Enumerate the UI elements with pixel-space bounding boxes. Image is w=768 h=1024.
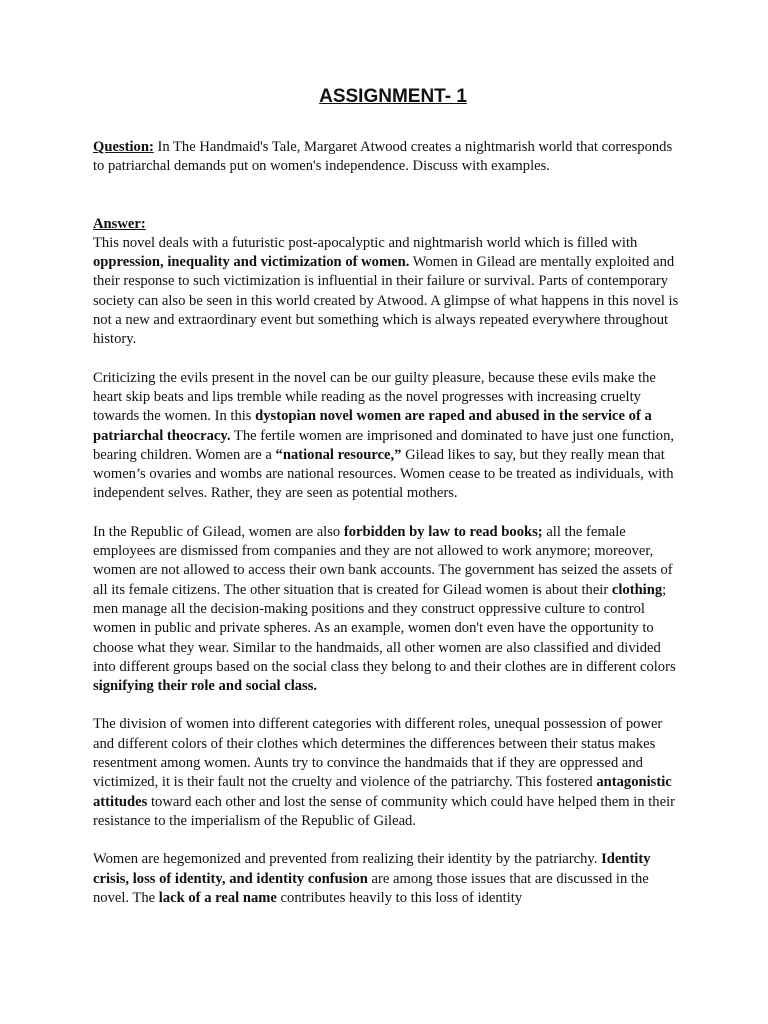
document-title: ASSIGNMENT- 1 bbox=[319, 86, 467, 107]
question-text: In The Handmaid's Tale, Margaret Atwood creates a nightmarish world that corresponds to patriarchal demands put on women's independence. Discuss with examples. bbox=[93, 139, 673, 175]
answer-paragraph bbox=[93, 369, 683, 504]
body-text: The division of women into different categories with different roles, unequal possession of power and different colors of their clothes which determines the differences between their status makes resentment among women. Aunts try to convince the handmaids that if they are oppressed and victimized, it is their fault not the cruelty and violence of the patriarchy. This fostered bbox=[93, 716, 663, 791]
body-text: all the female employees are dismissed from companies and they are not allowed to work anymore; moreover, women are not allowed to access their own bank accounts. The government has seized the assets of all its female citizens. The other situation that is created for Gilead women is about their bbox=[93, 523, 673, 598]
body-text: contributes heavily to this loss of identity bbox=[276, 889, 523, 906]
emphasized-text: lack of a real name bbox=[158, 889, 277, 906]
answer-paragraph bbox=[93, 234, 683, 350]
question-paragraph bbox=[93, 138, 683, 177]
body-text: The fertile women are imprisoned and dominated to have just one function, bearing children. Women are a bbox=[93, 427, 675, 463]
body-text: ; men manage all the decision-making positions and they construct oppressive culture to control women in public and private spheres. As an example, women don't even have the opportunity to choose what they wear. Similar to the handmaids, all other women are also classified and divided into different groups based on the social class they belong to and their clothes are in different colors bbox=[93, 581, 676, 675]
emphasized-text: oppression, inequality and victimization of women. bbox=[93, 254, 410, 271]
body-text: Criticizing the evils present in the novel can be our guilty pleasure, because these evils make the heart skip beats and lips tremble while reading as the novel progresses with increasing cruelty towards the women. In this bbox=[93, 369, 656, 425]
body-text: are among those issues that are discussed in the novel. The bbox=[93, 870, 649, 906]
emphasized-text: forbidden by law to read books; bbox=[343, 523, 543, 540]
emphasized-text: clothing bbox=[611, 581, 663, 598]
question-label: Question: bbox=[93, 139, 154, 155]
body-text: Women in Gilead are mentally exploited and their response to such victimization is influential in their failure or survival. Parts of contemporary society can also be seen in this world created by Atwood. A glimpse of what happens in this novel is not a new and extraordinary event but something which is always repeated everywhere throughout history. bbox=[93, 254, 679, 348]
document-page bbox=[93, 86, 683, 927]
answer-paragraph bbox=[93, 523, 683, 697]
answer-paragraph bbox=[93, 715, 683, 831]
answer-paragraph bbox=[93, 850, 683, 908]
body-text: Gilead likes to say, but they really mean that women’s ovaries and wombs are national resources. Women cease to be treated as individuals, with independent selves. Rather, they are seen as potential mothers. bbox=[93, 446, 674, 502]
emphasized-text: Identity crisis, loss of identity, and identity confusion bbox=[93, 851, 651, 887]
body-text: In the Republic of Gilead, women are also bbox=[93, 523, 344, 540]
emphasized-text: “national resource,” bbox=[275, 446, 402, 463]
emphasized-text: dystopian novel women are raped and abused in the service of a patriarchal theocracy. bbox=[93, 408, 652, 444]
answer-label: Answer: bbox=[93, 215, 146, 232]
answer-body bbox=[93, 234, 683, 908]
emphasized-text: signifying their role and social class. bbox=[93, 678, 318, 695]
body-text: Women are hegemonized and prevented from realizing their identity by the patriarchy. bbox=[93, 851, 602, 868]
body-text: This novel deals with a futuristic post-apocalyptic and nightmarish world which is filled with bbox=[93, 234, 638, 251]
emphasized-text: antagonistic attitudes bbox=[93, 774, 672, 810]
body-text: toward each other and lost the sense of community which could have helped them in their resistance to the imperialism of the Republic of Gilead. bbox=[93, 793, 675, 829]
